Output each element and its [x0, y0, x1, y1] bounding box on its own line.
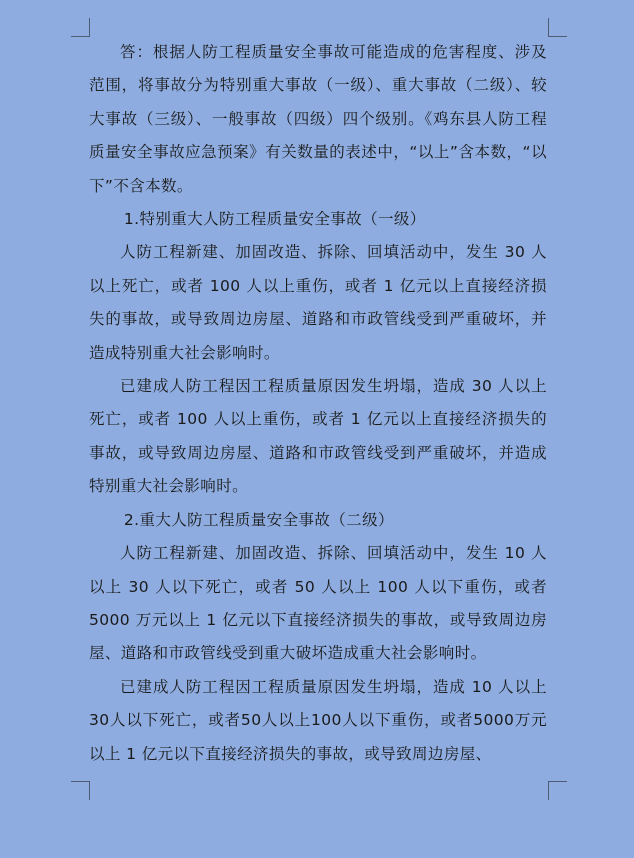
level-1-construction-paragraph: 人防工程新建、加固改造、拆除、回填活动中，发生 30 人以上死亡，或者 100 人以上重伤，或者 1 亿元以上直接经济损失的事故，或导致周边房屋、道路和市政管线受到严重破坏，并造成特别重大社会影响时。	[89, 243, 547, 362]
crop-mark-top-right	[548, 18, 567, 37]
level-1-collapse-paragraph: 已建成人防工程因工程质量原因发生坍塌，造成 30 人以上死亡，或者 100 人以上重伤，或者 1 亿元以上直接经济损失的事故，或导致周边房屋、道路和市政管线受到严重破坏，并造成特别重大社会影响时。	[89, 377, 547, 496]
level-2-collapse-paragraph: 已建成人防工程因工程质量原因发生坍塌，造成 10 人以上30人以下死亡，或者50人以上100人以下重伤，或者5000万元以上 1 亿元以下直接经济损失的事故，或导致周边房屋、	[89, 677, 547, 763]
crop-mark-top-left	[71, 18, 90, 37]
level-2-construction-paragraph: 人防工程新建、加固改造、拆除、回填活动中，发生 10 人以上 30 人以下死亡，或者 50 人以上 100 人以下重伤，或者 5000 万元以上 1 亿元以下直接经济损失的事故，或导致周边房屋、道路和市政管线受到重大破坏造成重大社会影响时。	[89, 544, 547, 663]
section-heading-level-2: 2.重大人防工程质量安全事故（二级）	[123, 510, 394, 529]
crop-mark-bottom-right	[548, 781, 567, 800]
document-body	[89, 36, 547, 771]
section-heading-level-1: 1.特别重大人防工程质量安全事故（一级）	[123, 210, 426, 229]
answer-paragraph: 答：根据人防工程质量安全事故可能造成的危害程度、涉及范围，将事故分为特别重大事故（一级）、重大事故（二级）、较大事故（三级）、一般事故（四级）四个级别。《鸡东县人防工程质量安全事故应急预案》有关数量的表述中，“以上”含本数，“以下”不含本数。	[89, 43, 547, 195]
crop-mark-bottom-left	[71, 781, 90, 800]
